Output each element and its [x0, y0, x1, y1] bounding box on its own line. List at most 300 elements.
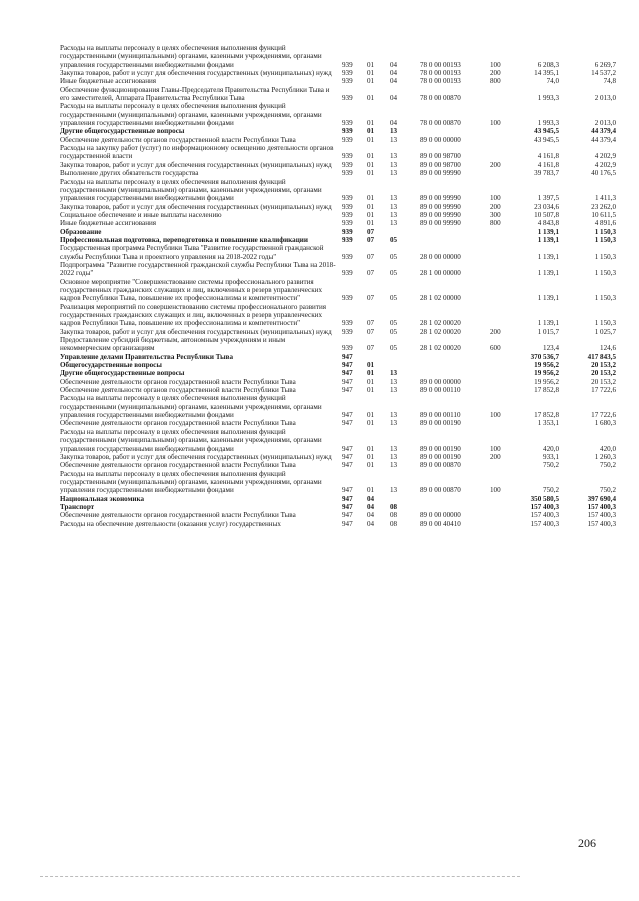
- ministry-code: 939: [342, 94, 353, 103]
- amount-year-1: 19 956,2: [534, 361, 559, 370]
- expense-type-code: [490, 236, 515, 244]
- target-item-code: 78 0 00 00193: [420, 69, 461, 78]
- subsection-code: 13: [390, 152, 398, 161]
- amount-year-2: 20 153,2: [591, 377, 616, 386]
- ministry-code: 947: [342, 369, 353, 378]
- amount-year-1: 19 956,2: [534, 369, 559, 378]
- ministry-code: 947: [342, 444, 353, 453]
- table-row: [60, 278, 616, 303]
- subsection-code: 04: [390, 60, 398, 69]
- row-name: Расходы на закупку работ (услуг) по информационному освещению деятельности органов государственной власти: [60, 144, 334, 161]
- ministry-code: 947: [342, 386, 353, 395]
- target-item-code: 89 0 00 00190: [420, 444, 461, 453]
- ministry-code: 939: [342, 77, 353, 86]
- subsection-code: 13: [390, 210, 398, 219]
- section-code: 01: [367, 119, 375, 128]
- row-name: Расходы на выплаты персоналу в целях обеспечения выполнения функций государственными (муниципальными) органами, казенными учреждениями, органами управления государственными внебюджетными фондами: [60, 177, 322, 203]
- table-row: [60, 461, 616, 469]
- section-code: 01: [367, 386, 375, 395]
- amount-year-1: 17 852,8: [534, 411, 559, 420]
- expense-type-code: 200: [490, 160, 501, 169]
- target-item-code: 89 0 00 00190: [420, 452, 461, 461]
- subsection-code: 05: [390, 269, 398, 278]
- amount-year-2: 14 537,2: [591, 69, 616, 78]
- section-code: 07: [367, 235, 375, 244]
- ministry-code: 939: [342, 319, 353, 328]
- amount-year-1: 157 400,3: [530, 511, 559, 520]
- table-row: [60, 69, 616, 77]
- target-item-code: 28 1 02 00020: [420, 344, 461, 353]
- amount-year-2: 4 202,9: [594, 160, 616, 169]
- ministry-code: 947: [342, 361, 353, 370]
- section-code: 01: [367, 444, 375, 453]
- amount-year-1: 43 945,5: [534, 127, 559, 136]
- amount-year-1: 6 208,3: [537, 60, 559, 69]
- section-code: 07: [367, 227, 375, 236]
- amount-year-1: 1 397,5: [537, 194, 559, 203]
- amount-year-1: 157 400,3: [530, 502, 559, 511]
- amount-year-2: 1 025,7: [594, 327, 616, 336]
- subsection-code: 13: [390, 127, 398, 136]
- amount-year-1: 23 034,6: [534, 202, 559, 211]
- table-row: [60, 419, 616, 427]
- table-row: [60, 453, 616, 461]
- amount-year-2: 2 013,0: [594, 119, 616, 128]
- table-row: [60, 503, 616, 511]
- section-code: 07: [367, 319, 375, 328]
- ministry-code: 939: [342, 227, 353, 236]
- row-name: Обеспечение деятельности органов государственной власти Республики Тыва: [60, 461, 296, 470]
- expense-type-code: [490, 520, 515, 528]
- ministry-code: 939: [342, 327, 353, 336]
- subsection-code: 13: [390, 219, 398, 228]
- target-item-code: 89 0 00 99990: [420, 194, 461, 203]
- subsection-code: 13: [390, 486, 398, 495]
- amount-year-1: 10 507,8: [534, 210, 559, 219]
- section-code: 01: [367, 419, 375, 428]
- expense-type-code: [490, 136, 515, 144]
- subsection-code: 13: [390, 377, 398, 386]
- target-item-code: [420, 495, 490, 503]
- amount-year-1: 43 945,5: [534, 135, 559, 144]
- ministry-code: 947: [342, 461, 353, 470]
- table-row: [60, 86, 616, 103]
- row-name: Обеспечение деятельности органов государственной власти Республики Тыва: [60, 419, 296, 428]
- expense-type-code: [490, 461, 515, 469]
- section-code: 01: [367, 411, 375, 420]
- target-item-code: [420, 236, 490, 244]
- expense-type-code: 200: [490, 327, 501, 336]
- row-name: Предоставление субсидий бюджетным, автономным учреждениям и иным некоммерческим организациям: [60, 336, 286, 353]
- amount-year-1: 39 783,7: [534, 169, 559, 178]
- expense-type-code: [490, 303, 515, 328]
- subsection-code: 05: [390, 319, 398, 328]
- row-name: Транспорт: [60, 502, 95, 511]
- amount-year-1: 157 400,3: [530, 519, 559, 528]
- section-code: 01: [367, 69, 375, 78]
- amount-year-1: 4 843,8: [537, 219, 559, 228]
- section-code: 07: [367, 327, 375, 336]
- target-item-code: 78 0 00 00870: [420, 94, 461, 103]
- budget-table: [60, 44, 616, 528]
- table-row: [60, 386, 616, 394]
- ministry-code: 947: [342, 519, 353, 528]
- ministry-code: 939: [342, 152, 353, 161]
- ministry-code: 947: [342, 419, 353, 428]
- row-name: Закупка товаров, работ и услуг для обеспечения государственных (муниципальных) нужд: [60, 452, 332, 461]
- amount-year-1: 1 139,1: [537, 227, 559, 236]
- table-row: [60, 303, 616, 328]
- amount-year-2: 10 611,5: [591, 210, 616, 219]
- expense-type-code: 200: [490, 202, 501, 211]
- section-code: 01: [367, 461, 375, 470]
- subsection-code: 13: [390, 202, 398, 211]
- table-row: [60, 161, 616, 169]
- amount-year-1: 750,2: [543, 486, 559, 495]
- expense-type-code: [490, 386, 515, 394]
- row-name: Другие общегосударственные вопросы: [60, 369, 185, 378]
- row-name: Расходы на выплаты персоналу в целях обеспечения выполнения функций государственными (муниципальными) органами, казенными учреждениями, органами управления государственными внебюджетными фондами: [60, 394, 322, 420]
- subsection-code: 13: [390, 461, 398, 470]
- ministry-code: 939: [342, 60, 353, 69]
- amount-year-2: 157 400,3: [587, 519, 616, 528]
- target-item-code: 89 0 00 00190: [420, 419, 461, 428]
- ministry-code: 939: [342, 219, 353, 228]
- amount-year-2: 17 722,6: [591, 411, 616, 420]
- row-name: Закупка товаров, работ и услуг для обеспечения государственных (муниципальных) нужд: [60, 69, 332, 78]
- table-row: [60, 219, 616, 227]
- ministry-code: 947: [342, 502, 353, 511]
- table-row: [60, 244, 616, 261]
- table-row: [60, 178, 616, 203]
- table-row: [60, 261, 616, 278]
- expense-type-code: 100: [490, 60, 501, 69]
- amount-year-2: 1 150,3: [594, 319, 616, 328]
- section-code: 04: [367, 502, 375, 511]
- row-name: Общегосударственные вопросы: [60, 361, 162, 370]
- amount-year-1: 74,0: [546, 77, 559, 86]
- expense-type-code: 100: [490, 486, 501, 495]
- row-name: Обеспечение деятельности органов государственной власти Республики Тыва: [60, 135, 296, 144]
- ministry-code: 939: [342, 135, 353, 144]
- target-item-code: 28 1 00 00000: [420, 269, 461, 278]
- target-item-code: 89 0 00 00110: [420, 386, 461, 395]
- expense-type-code: [490, 495, 515, 503]
- target-item-code: 28 1 02 00000: [420, 294, 461, 303]
- target-item-code: 89 0 00 99990: [420, 202, 461, 211]
- section-code: 04: [367, 511, 375, 520]
- table-row: [60, 361, 616, 369]
- row-name: Государственная программа Республики Тыва "Развитие государственной гражданской службы Республики Тыва и проектного управления на 2018-2022 годы": [60, 244, 324, 261]
- expense-type-code: [490, 261, 515, 278]
- table-row: [60, 77, 616, 85]
- target-item-code: [420, 228, 490, 236]
- subsection-code: 13: [390, 411, 398, 420]
- subsection-code: 08: [390, 511, 398, 520]
- expense-type-code: 100: [490, 119, 501, 128]
- amount-year-1: 1 139,1: [537, 252, 559, 261]
- subsection-code: 05: [390, 327, 398, 336]
- amount-year-1: 19 956,2: [534, 377, 559, 386]
- subsection-code: [390, 361, 420, 369]
- subsection-code: 08: [390, 519, 398, 528]
- amount-year-1: 14 395,1: [534, 69, 559, 78]
- subsection-code: 13: [390, 369, 398, 378]
- table-row: [60, 228, 616, 236]
- amount-year-2: 420,0: [600, 444, 616, 453]
- expense-type-code: [490, 127, 515, 135]
- budget-table-page: [60, 44, 620, 528]
- amount-year-1: 350 580,5: [530, 494, 559, 503]
- ministry-code: 947: [342, 352, 353, 361]
- amount-year-2: 1 150,3: [594, 227, 616, 236]
- amount-year-2: 17 722,6: [591, 386, 616, 395]
- table-row: [60, 428, 616, 453]
- subsection-code: 13: [390, 194, 398, 203]
- amount-year-2: 1 150,3: [594, 269, 616, 278]
- section-code: [367, 353, 390, 361]
- expense-type-code: 300: [490, 210, 501, 219]
- row-name: Подпрограмма "Развитие государственной гражданской службы Республики Тыва на 2018-2022 годы": [60, 260, 336, 278]
- section-code: 01: [367, 202, 375, 211]
- table-row: [60, 369, 616, 377]
- amount-year-2: 1 680,3: [594, 419, 616, 428]
- ministry-code: 947: [342, 452, 353, 461]
- amount-year-2: 1 150,3: [594, 294, 616, 303]
- ministry-code: 947: [342, 411, 353, 420]
- subsection-code: 04: [390, 69, 398, 78]
- row-name: Профессиональная подготовка, переподготовка и повышение квалификации: [60, 235, 308, 244]
- subsection-code: 13: [390, 160, 398, 169]
- amount-year-1: 1 139,1: [537, 319, 559, 328]
- section-code: 01: [367, 361, 375, 370]
- amount-year-1: 4 161,8: [537, 152, 559, 161]
- amount-year-2: 1 411,3: [594, 194, 616, 203]
- target-item-code: [420, 353, 490, 361]
- table-row: [60, 144, 616, 161]
- row-name: Закупка товаров, работ и услуг для обеспечения государственных (муниципальных) нужд: [60, 327, 332, 336]
- amount-year-2: 124,6: [600, 344, 616, 353]
- section-code: 07: [367, 252, 375, 261]
- row-name: Обеспечение деятельности органов государственной власти Республики Тыва: [60, 511, 296, 520]
- row-name: Образование: [60, 227, 102, 236]
- table-row: [60, 328, 616, 336]
- amount-year-1: 933,1: [543, 452, 559, 461]
- subsection-code: [390, 228, 420, 236]
- ministry-code: 939: [342, 69, 353, 78]
- ministry-code: 939: [342, 344, 353, 353]
- subsection-code: 05: [390, 294, 398, 303]
- table-row: [60, 102, 616, 127]
- ministry-code: 939: [342, 294, 353, 303]
- subsection-code: 04: [390, 119, 398, 128]
- expense-type-code: [490, 353, 515, 361]
- subsection-code: 04: [390, 94, 398, 103]
- section-code: 04: [367, 519, 375, 528]
- expense-type-code: 100: [490, 411, 501, 420]
- ministry-code: 947: [342, 511, 353, 520]
- section-code: 01: [367, 135, 375, 144]
- target-item-code: [420, 369, 490, 377]
- subsection-code: 13: [390, 452, 398, 461]
- amount-year-2: 4 891,6: [594, 219, 616, 228]
- ministry-code: 939: [342, 202, 353, 211]
- table-row: [60, 169, 616, 177]
- section-code: 01: [367, 369, 375, 378]
- amount-year-1: 1 139,1: [537, 235, 559, 244]
- row-name: Выполнение других обязательств государства: [60, 169, 199, 178]
- table-row: [60, 336, 616, 353]
- section-code: 07: [367, 344, 375, 353]
- amount-year-2: 40 176,5: [591, 169, 616, 178]
- amount-year-2: 6 269,7: [594, 60, 616, 69]
- target-item-code: [420, 127, 490, 135]
- expense-type-code: [490, 369, 515, 377]
- row-name: Закупка товаров, работ и услуг для обеспечения государственных (муниципальных) нужд: [60, 160, 332, 169]
- amount-year-2: 20 153,2: [591, 361, 616, 370]
- table-row: [60, 127, 616, 135]
- section-code: 01: [367, 377, 375, 386]
- row-name: Другие общегосударственные вопросы: [60, 127, 185, 136]
- expense-type-code: [490, 169, 515, 177]
- section-code: 01: [367, 169, 375, 178]
- expense-type-code: [490, 361, 515, 369]
- ministry-code: 939: [342, 119, 353, 128]
- row-name: Закупка товаров, работ и услуг для обеспечения государственных (муниципальных) нужд: [60, 202, 332, 211]
- expense-type-code: [490, 86, 515, 103]
- ministry-code: 939: [342, 252, 353, 261]
- subsection-code: 13: [390, 135, 398, 144]
- expense-type-code: [490, 278, 515, 303]
- amount-year-2: 44 379,4: [591, 127, 616, 136]
- target-item-code: 89 0 00 00870: [420, 461, 461, 470]
- target-item-code: [420, 361, 490, 369]
- amount-year-1: 1 015,7: [537, 327, 559, 336]
- ministry-code: 947: [342, 494, 353, 503]
- table-row: [60, 511, 616, 519]
- table-row: [60, 353, 616, 361]
- row-name: Обеспечение деятельности органов государственной власти Республики Тыва: [60, 377, 296, 386]
- section-code: 01: [367, 94, 375, 103]
- subsection-code: 05: [390, 252, 398, 261]
- subsection-code: 13: [390, 386, 398, 395]
- amount-year-2: 157 400,3: [587, 511, 616, 520]
- row-name: Основное мероприятие "Совершенствование системы профессионального развития государственных гражданских служащих и лиц, включенных в резерв управленческих кадров Республики Тыва, повышение их профессионализма и компетентности": [60, 277, 322, 303]
- expense-type-code: [490, 144, 515, 161]
- target-item-code: 89 0 00 98700: [420, 152, 461, 161]
- subsection-code: 04: [390, 77, 398, 86]
- amount-year-2: 750,2: [600, 486, 616, 495]
- ministry-code: 939: [342, 269, 353, 278]
- page-number: 206: [578, 836, 596, 850]
- subsection-code: 05: [390, 344, 398, 353]
- section-code: 01: [367, 194, 375, 203]
- table-row: [60, 203, 616, 211]
- table-row: [60, 236, 616, 244]
- ministry-code: 947: [342, 377, 353, 386]
- section-code: 07: [367, 269, 375, 278]
- row-name: Управление делами Правительства Республики Тыва: [60, 352, 234, 361]
- amount-year-2: 1 150,3: [594, 235, 616, 244]
- row-name: Национальная экономика: [60, 494, 145, 503]
- expense-type-code: 600: [490, 344, 501, 353]
- target-item-code: 89 0 00 00110: [420, 411, 461, 420]
- expense-type-code: 100: [490, 194, 501, 203]
- target-item-code: 89 0 00 00870: [420, 486, 461, 495]
- table-row: [60, 520, 616, 528]
- section-code: 01: [367, 152, 375, 161]
- expense-type-code: [490, 244, 515, 261]
- target-item-code: 89 0 00 99990: [420, 169, 461, 178]
- amount-year-2: 20 153,2: [591, 369, 616, 378]
- target-item-code: [420, 503, 490, 511]
- expense-type-code: 800: [490, 219, 501, 228]
- footer-divider: [40, 876, 520, 877]
- section-code: 01: [367, 219, 375, 228]
- row-name: Иные бюджетные ассигнования: [60, 77, 157, 86]
- section-code: 01: [367, 452, 375, 461]
- amount-year-1: 750,2: [543, 461, 559, 470]
- row-name: Расходы на выплаты персоналу в целях обеспечения выполнения функций государственными (муниципальными) органами, казенными учреждениями, органами управления государственными внебюджетными фондами: [60, 102, 322, 128]
- target-item-code: 89 0 00 98700: [420, 160, 461, 169]
- amount-year-2: 750,2: [600, 461, 616, 470]
- amount-year-2: 23 262,0: [591, 202, 616, 211]
- row-name: Расходы на выплаты персоналу в целях обеспечения выполнения функций государственными (муниципальными) органами, казенными учреждениями, органами управления государственными внебюджетными фондами: [60, 44, 322, 69]
- expense-type-code: 100: [490, 444, 501, 453]
- ministry-code: 939: [342, 169, 353, 178]
- expense-type-code: 200: [490, 452, 501, 461]
- amount-year-1: 1 993,3: [537, 94, 559, 103]
- section-code: 01: [367, 486, 375, 495]
- amount-year-1: 4 161,8: [537, 160, 559, 169]
- subsection-code: 13: [390, 419, 398, 428]
- amount-year-1: 17 852,8: [534, 386, 559, 395]
- section-code: 01: [367, 127, 375, 136]
- amount-year-2: 74,8: [603, 77, 616, 86]
- expense-type-code: [490, 511, 515, 519]
- amount-year-2: 1 260,3: [594, 452, 616, 461]
- amount-year-2: 44 379,4: [591, 135, 616, 144]
- amount-year-1: 420,0: [543, 444, 559, 453]
- expense-type-code: [490, 378, 515, 386]
- amount-year-2: 397 690,4: [587, 494, 616, 503]
- subsection-code: 13: [390, 169, 398, 178]
- target-item-code: 28 1 02 00020: [420, 319, 461, 328]
- row-name: Иные бюджетные ассигнования: [60, 219, 157, 228]
- target-item-code: 89 0 00 40410: [420, 519, 461, 528]
- ministry-code: 939: [342, 127, 353, 136]
- target-item-code: 78 0 00 00193: [420, 77, 461, 86]
- amount-year-2: 157 400,3: [587, 502, 616, 511]
- ministry-code: 939: [342, 194, 353, 203]
- budget-table-body: [60, 44, 616, 528]
- row-name: Обеспечение деятельности органов государственной власти Республики Тыва: [60, 386, 296, 395]
- subsection-code: 08: [390, 502, 398, 511]
- ministry-code: 939: [342, 160, 353, 169]
- section-code: 01: [367, 77, 375, 86]
- target-item-code: 28 1 02 00020: [420, 327, 461, 336]
- target-item-code: 89 0 00 99990: [420, 219, 461, 228]
- subsection-code: 05: [390, 235, 398, 244]
- expense-type-code: [490, 419, 515, 427]
- amount-year-1: 1 139,1: [537, 269, 559, 278]
- ministry-code: 947: [342, 486, 353, 495]
- ministry-code: 939: [342, 210, 353, 219]
- target-item-code: 89 0 00 00000: [420, 511, 461, 520]
- subsection-code: [390, 495, 420, 503]
- table-row: [60, 495, 616, 503]
- target-item-code: 89 0 00 99990: [420, 210, 461, 219]
